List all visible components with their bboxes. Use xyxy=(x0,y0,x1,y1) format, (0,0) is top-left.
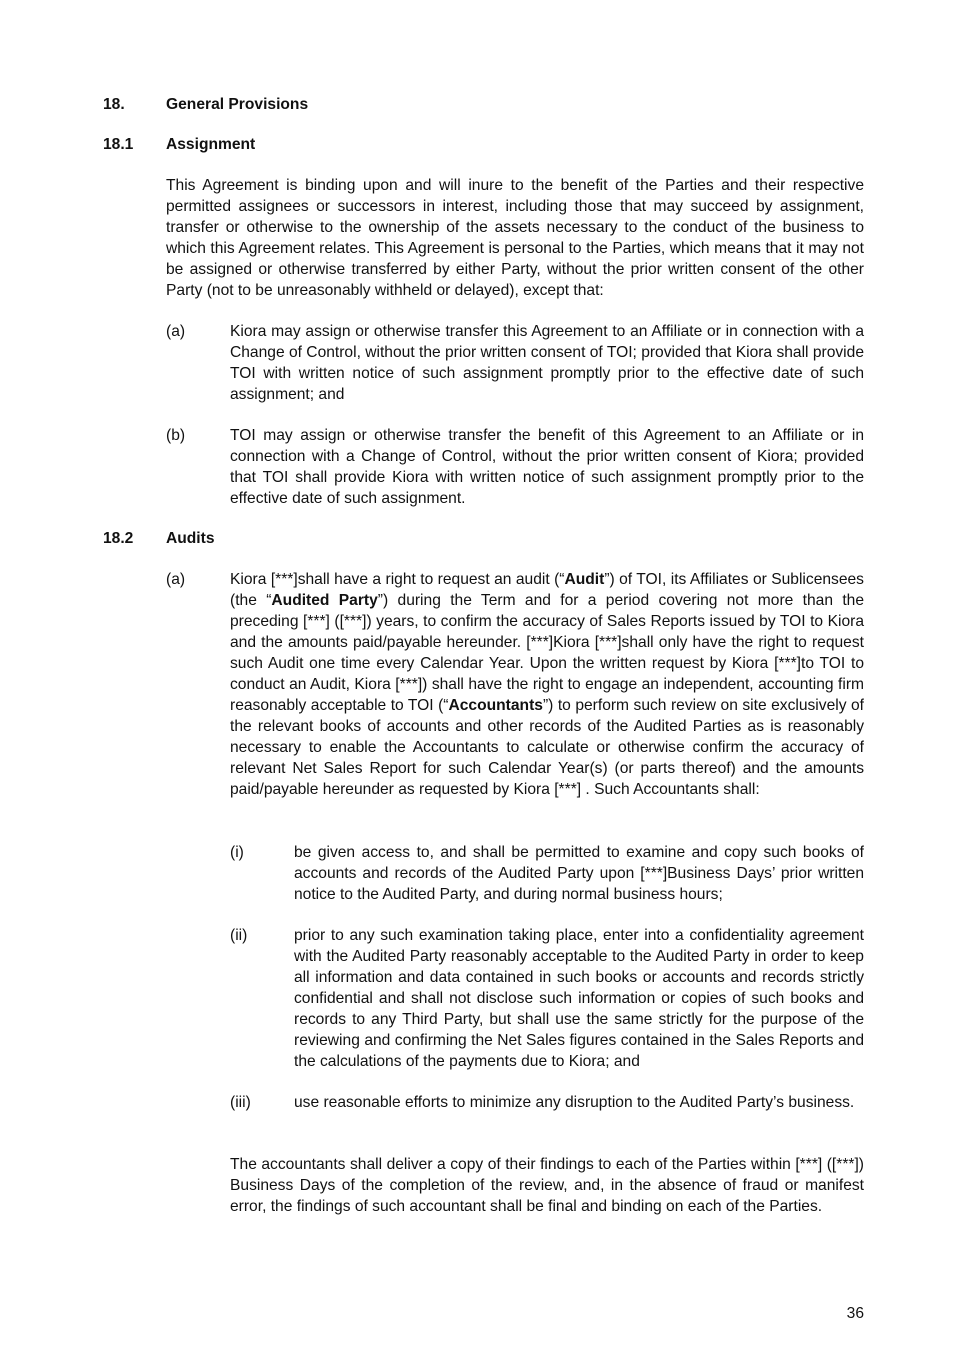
section-title: General Provisions xyxy=(166,96,309,113)
section-18-1-heading xyxy=(103,134,255,155)
defined-term-audit: Audit xyxy=(564,571,605,588)
assignment-intro-paragraph: This Agreement is binding upon and will inure to the benefit of the Parties and their respective permitted assignees or successors in interest, including those that may succeed by assignment, transfer or otherwise to the ownership of the assets necessary to the conduct of the business to which this Agreement relates. This Agreement is personal to the Parties, which means that it may not be assigned or otherwise transferred by either Party, without the prior written consent of the other Party (not to be unreasonably withheld or delayed), except that: xyxy=(166,177,864,299)
section-18-heading xyxy=(103,94,308,115)
clause-text: Kiora [***]shall have a right to request an audit (“ xyxy=(230,571,565,588)
section-number: 18. xyxy=(103,96,125,113)
audits-subclause-ii: prior to any such examination taking place, enter into a confidentiality agreement with the Audited Party reasonably acceptable to the Audited Party in order to keep all information and data contained in such books or accounts and records strictly confidential and shall not disclose such information or copies of such books and records to any Third Party, but shall use the same strictly for the purpose of the reviewing and confirming the Net Sales figures contained in the Sales Reports and the calculations of the payments due to Kiora; and xyxy=(294,927,864,1070)
subclause-label: (i) xyxy=(230,844,244,861)
defined-term-audited-party: Audited Party xyxy=(271,592,378,609)
section-title: Assignment xyxy=(166,136,256,153)
audits-subclause-i: be given access to, and shall be permitted to examine and copy such books of accounts and records of the Audited Party upon [***]Business Days’ prior written notice to the Audited Party, and during normal business hours; xyxy=(294,844,864,903)
clause-text: ”) during the Term and for a period covering not more than the preceding [***] ([***]) years, to confirm the accuracy of Sales Reports issued by TOI to Kiora and the amounts paid/payable hereunder. [***]Kiora [***]shall only have the right to request such Audit one time every Calendar Year. Upon the written request by Kiora [***]to TOI to conduct an Audit, Kiora [***]) shall have the right to engage an independent, accounting firm reasonably acceptable to TOI (“ xyxy=(230,592,865,714)
clause-label: (b) xyxy=(166,427,186,444)
subclause-label: (ii) xyxy=(230,927,248,944)
section-title: Audits xyxy=(166,530,215,547)
clause-label: (a) xyxy=(166,323,186,340)
audits-clause-a xyxy=(230,569,864,800)
section-18-2-heading xyxy=(103,528,215,549)
section-number: 18.2 xyxy=(103,530,134,547)
assignment-clause-a: Kiora may assign or otherwise transfer this Agreement to an Affiliate or in connection with a Change of Control, without the prior written consent of TOI; provided that Kiora shall provide TOI with written notice of such assignment promptly prior to the effective date of such assignment; and xyxy=(230,323,864,403)
clause-text: ”) to perform such review on site exclusively of the relevant books of accounts and other records of the Audited Parties as is reasonably necessary to enable the Accountants to calculate or otherwise confirm the accuracy of relevant Net Sales Report for such Calendar Year(s) (or parts thereof) and the amounts paid/payable hereunder as requested by Kiora [***] . Such Accountants shall: xyxy=(230,697,864,798)
audits-subclause-iii: use reasonable efforts to minimize any disruption to the Audited Party’s business. xyxy=(294,1094,855,1111)
clause-text: ”) of TOI, its Affiliates or Sublicensees (the “ xyxy=(230,571,864,609)
clause-label: (a) xyxy=(166,571,186,588)
section-number: 18.1 xyxy=(103,136,134,153)
defined-term-accountants: Accountants xyxy=(448,697,543,714)
assignment-clause-b: TOI may assign or otherwise transfer the benefit of this Agreement to an Affiliate or in connection with a Change of Control, without the prior written consent of Kiora; provided that TOI shall provide Kiora with written notice of such assignment promptly prior to the effective date of such assignment. xyxy=(230,427,864,507)
page-number: 36 xyxy=(846,1305,864,1322)
subclause-label: (iii) xyxy=(230,1094,251,1111)
audits-closing-paragraph: The accountants shall deliver a copy of their findings to each of the Parties within [***] ([***]) Business Days of the completion of the review, and, in the absence of fraud or manifest error, the findings of such accountant shall be final and binding on each of the Parties. xyxy=(230,1156,864,1215)
